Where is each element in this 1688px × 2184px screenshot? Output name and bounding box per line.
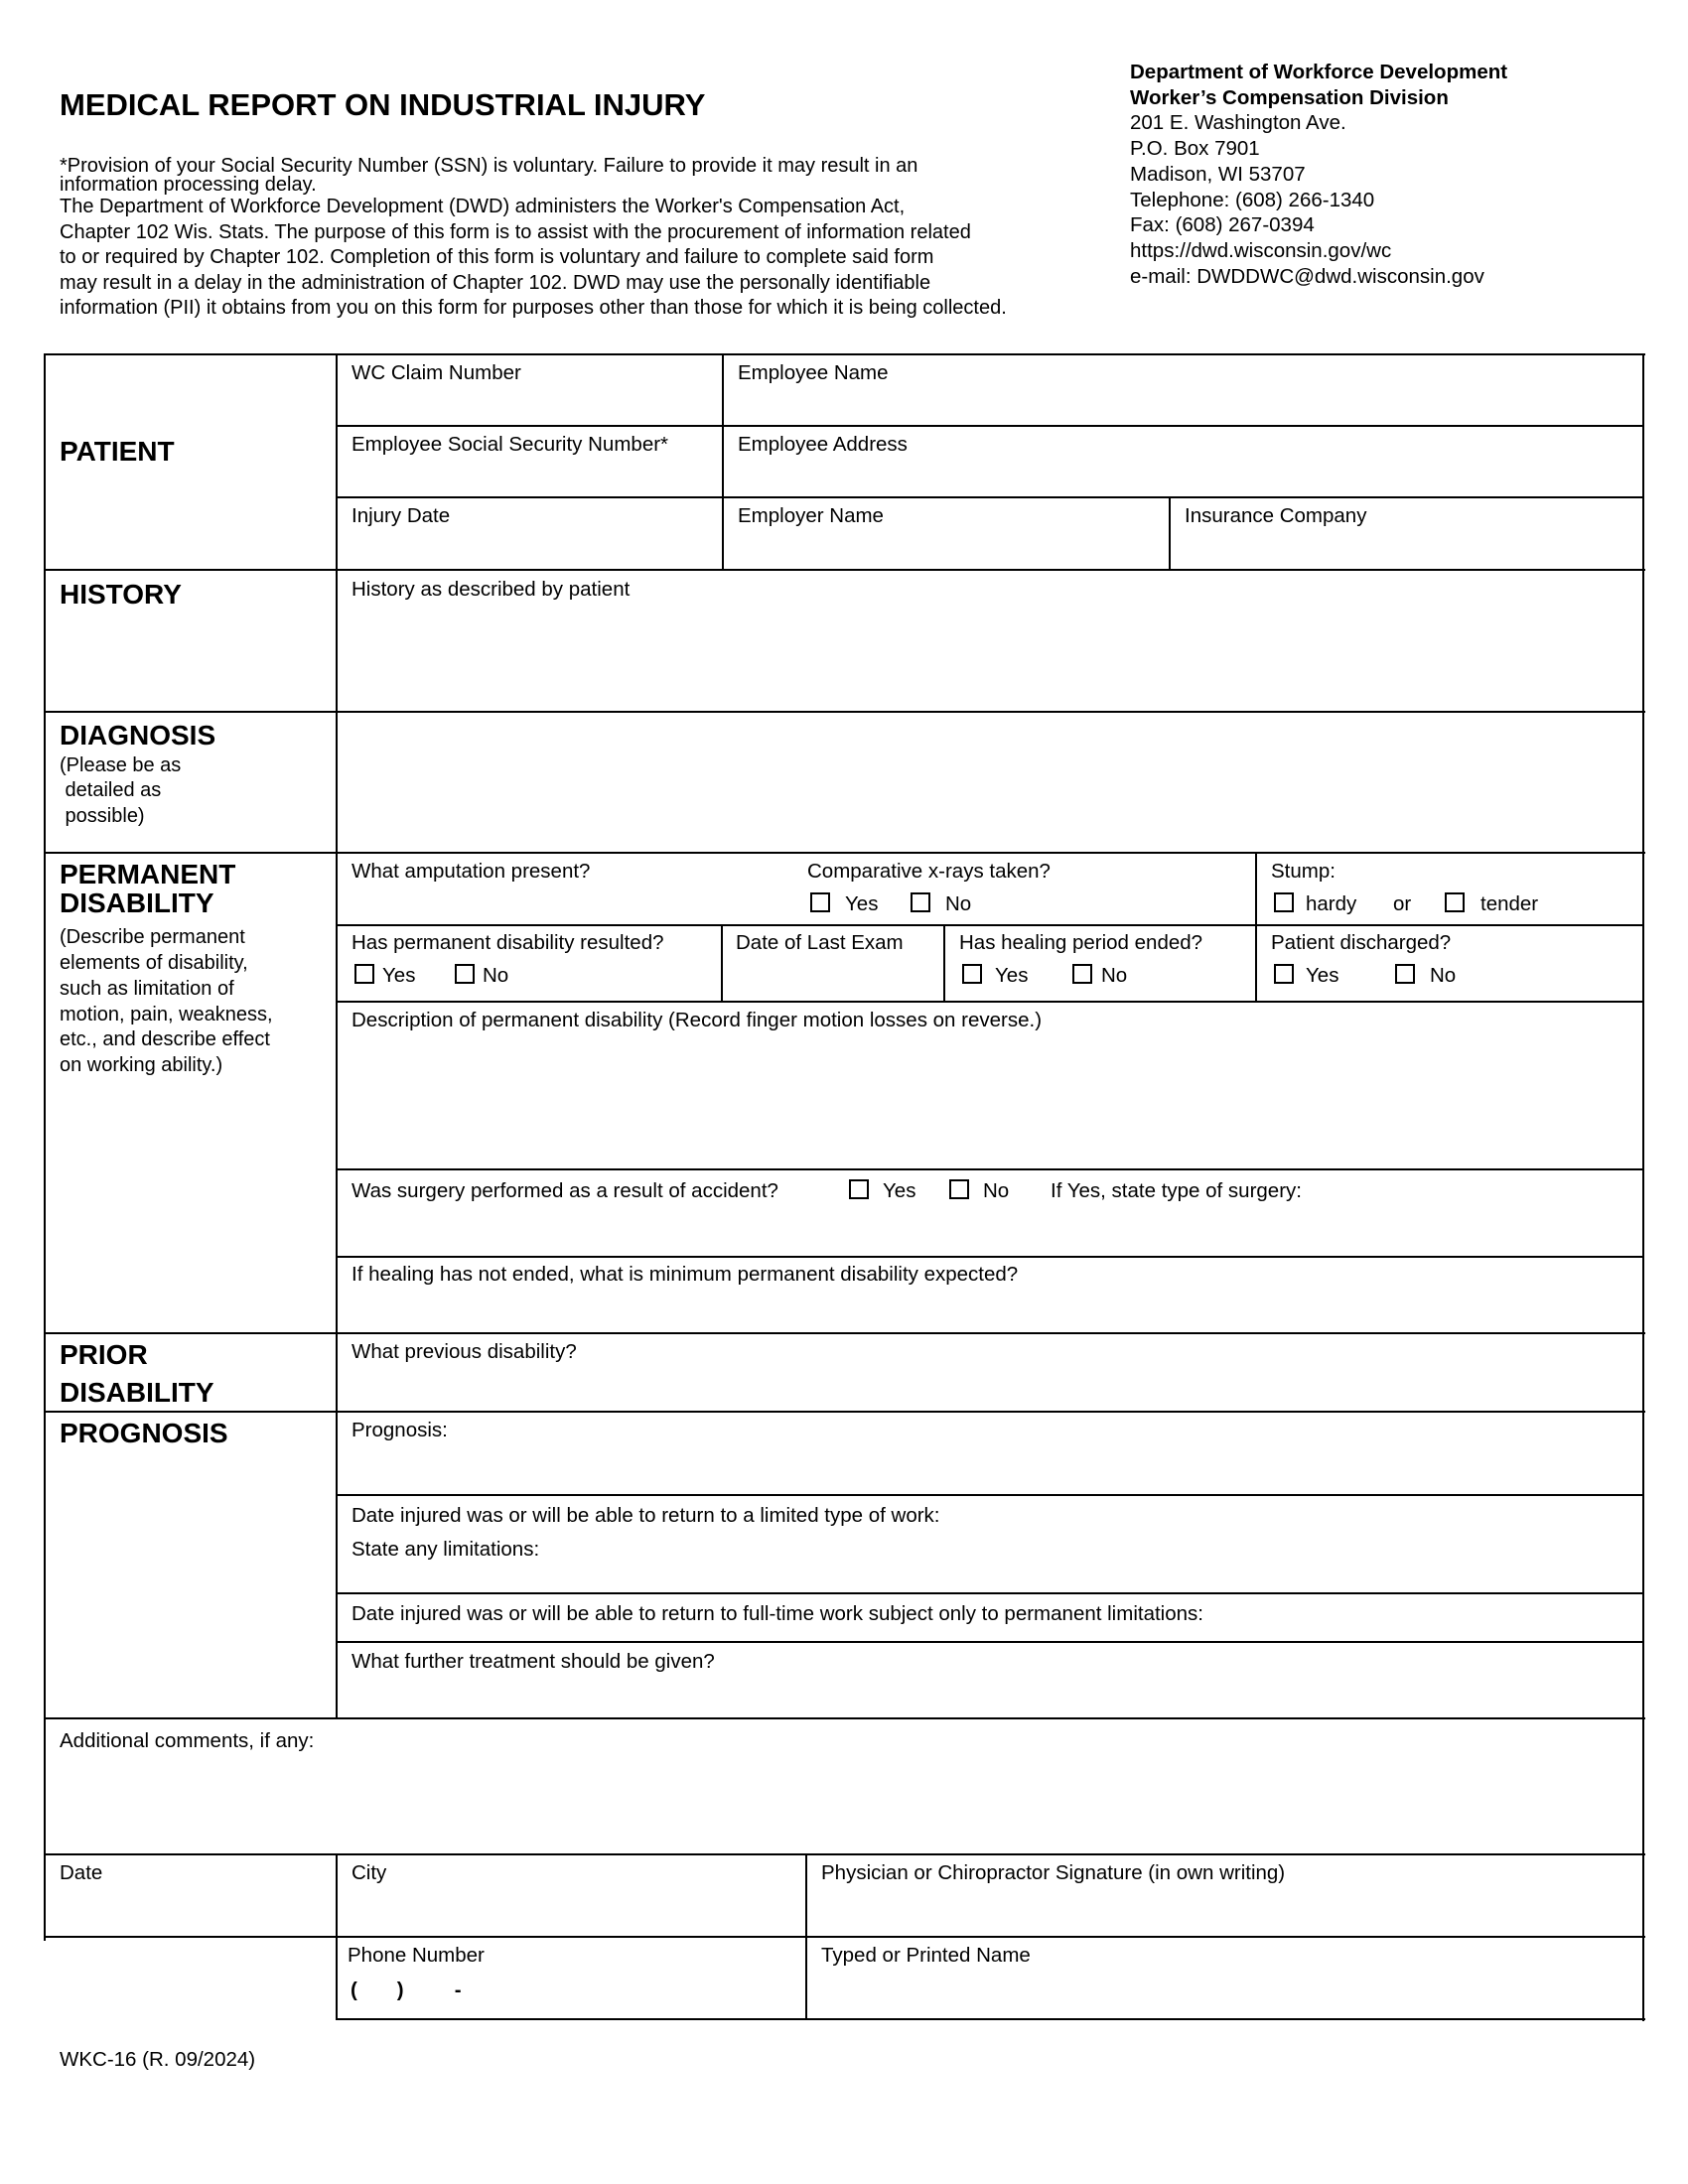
xrays-yes-label: Yes: [845, 892, 879, 915]
website-link[interactable]: https://dwd.wisconsin.gov/wc: [1130, 238, 1392, 262]
city-field[interactable]: City: [352, 1861, 387, 1884]
ssn-notice-line: information processing delay.: [60, 174, 317, 196]
city-state-zip: Madison, WI 53707: [1130, 162, 1306, 186]
po-box: P.O. Box 7901: [1130, 137, 1260, 161]
permanent-note: on working ability.): [60, 1054, 223, 1076]
injury-date-field[interactable]: Injury Date: [352, 504, 451, 527]
surgery-yes-checkbox[interactable]: [849, 1179, 869, 1199]
previous-disability-field[interactable]: What previous disability?: [352, 1340, 577, 1363]
diagnosis-note: possible): [60, 805, 145, 827]
dwd-notice-line: to or required by Chapter 102. Completion of this form is voluntary and failure to complete said form: [60, 246, 934, 268]
section-prior: PRIOR: [60, 1339, 148, 1370]
section-disability: DISABILITY: [60, 887, 214, 918]
employee-ssn-field[interactable]: Employee Social Security Number*: [352, 433, 669, 456]
history-field[interactable]: History as described by patient: [352, 578, 631, 601]
privacy-notice: [60, 157, 1132, 322]
permanent-note: motion, pain, weakness,: [60, 1004, 273, 1025]
xrays-yes-checkbox[interactable]: [810, 892, 830, 912]
healing-ended-yes-label: Yes: [995, 964, 1029, 987]
healing-ended-no-label: No: [1101, 964, 1128, 987]
section-diagnosis: DIAGNOSIS: [60, 720, 216, 751]
wc-claim-number-field[interactable]: WC Claim Number: [352, 361, 521, 384]
stump-hardy-label: hardy: [1306, 892, 1357, 915]
healing-ended-question: Has healing period ended?: [959, 931, 1203, 954]
perm-resulted-no-checkbox[interactable]: [455, 964, 475, 984]
section-patient: PATIENT: [60, 436, 175, 467]
surgery-no-label: No: [983, 1179, 1010, 1202]
dwd-notice-line: may result in a delay in the administration of Chapter 102. DWD may use the personally identifiable: [60, 271, 931, 294]
employer-name-field[interactable]: Employer Name: [738, 504, 884, 527]
phone-format: ( ) -: [351, 1979, 462, 2001]
discharged-no-label: No: [1430, 964, 1457, 987]
dwd-notice-line: The Department of Workforce Development (DWD) administers the Worker's Compensation Act,: [60, 196, 906, 217]
perm-resulted-yes-label: Yes: [382, 964, 416, 987]
section-prior-disability: DISABILITY: [60, 1377, 214, 1408]
section-permanent: PERMANENT: [60, 859, 236, 889]
address-line: 201 E. Washington Ave.: [1130, 111, 1346, 135]
form-id: WKC-16 (R. 09/2024): [60, 2048, 256, 2071]
perm-resulted-question: Has permanent disability resulted?: [352, 931, 664, 954]
perm-resulted-yes-checkbox[interactable]: [354, 964, 374, 984]
stump-or-label: or: [1393, 892, 1412, 915]
dwd-notice-line: information (PII) it obtains from you on this form for purposes other than those for which it is being collected.: [60, 297, 1007, 319]
fax: Fax: (608) 267-0394: [1130, 213, 1315, 237]
xrays-no-label: No: [945, 892, 972, 915]
prognosis-field[interactable]: Prognosis:: [352, 1419, 448, 1441]
limited-work-date-field[interactable]: Date injured was or will be able to return to a limited type of work:: [352, 1504, 940, 1527]
typed-name-field[interactable]: Typed or Printed Name: [821, 1944, 1031, 1967]
permanent-note: elements of disability,: [60, 952, 248, 974]
department-contact-block: [1130, 60, 1507, 289]
employee-address-field[interactable]: Employee Address: [738, 433, 908, 456]
telephone: Telephone: (608) 266-1340: [1130, 188, 1375, 211]
limitations-field[interactable]: State any limitations:: [352, 1538, 540, 1561]
section-history: HISTORY: [60, 579, 182, 610]
surgery-type-field[interactable]: If Yes, state type of surgery:: [1051, 1179, 1302, 1202]
xrays-question: Comparative x-rays taken?: [807, 860, 1051, 883]
stump-tender-checkbox[interactable]: [1445, 892, 1465, 912]
insurance-company-field[interactable]: Insurance Company: [1185, 504, 1367, 527]
diagnosis-note: (Please be as: [60, 754, 182, 776]
amputation-field[interactable]: What amputation present?: [352, 860, 591, 883]
healing-ended-no-checkbox[interactable]: [1072, 964, 1092, 984]
stump-tender-label: tender: [1480, 892, 1539, 915]
phone-number-field[interactable]: Phone Number: [348, 1944, 485, 1967]
stump-question: Stump:: [1271, 860, 1336, 883]
department-name: Department of Workforce Development: [1130, 61, 1508, 83]
permanent-note: etc., and describe effect: [60, 1028, 270, 1050]
email-link[interactable]: e-mail: DWDDWC@dwd.wisconsin.gov: [1130, 264, 1484, 288]
discharged-no-checkbox[interactable]: [1395, 964, 1415, 984]
additional-comments-field[interactable]: Additional comments, if any:: [60, 1729, 315, 1752]
surgery-question: Was surgery performed as a result of accident?: [352, 1179, 778, 1202]
section-prognosis: PROGNOSIS: [60, 1418, 228, 1448]
dwd-notice-line: Chapter 102 Wis. Stats. The purpose of this form is to assist with the procurement of information related: [60, 220, 971, 243]
stump-hardy-checkbox[interactable]: [1274, 892, 1294, 912]
form-title: MEDICAL REPORT ON INDUSTRIAL INJURY: [60, 87, 706, 122]
permanent-note: (Describe permanent: [60, 926, 245, 948]
diagnosis-note: detailed as: [60, 779, 162, 801]
healing-ended-yes-checkbox[interactable]: [962, 964, 982, 984]
xrays-no-checkbox[interactable]: [911, 892, 930, 912]
perm-resulted-no-label: No: [483, 964, 509, 987]
date-field[interactable]: Date: [60, 1861, 103, 1884]
discharged-yes-checkbox[interactable]: [1274, 964, 1294, 984]
signature-field[interactable]: Physician or Chiropractor Signature (in own writing): [821, 1861, 1286, 1884]
min-perm-disability-field[interactable]: If healing has not ended, what is minimum permanent disability expected?: [352, 1263, 1019, 1286]
division-name: Worker’s Compensation Division: [1130, 85, 1449, 109]
fulltime-work-date-field[interactable]: Date injured was or will be able to return to full-time work subject only to permanent limitations:: [352, 1602, 1203, 1625]
discharged-yes-label: Yes: [1306, 964, 1339, 987]
surgery-no-checkbox[interactable]: [949, 1179, 969, 1199]
last-exam-date-field[interactable]: Date of Last Exam: [736, 931, 904, 954]
permanent-note: such as limitation of: [60, 978, 234, 1000]
employee-name-field[interactable]: Employee Name: [738, 361, 889, 384]
surgery-yes-label: Yes: [883, 1179, 916, 1202]
further-treatment-field[interactable]: What further treatment should be given?: [352, 1650, 715, 1673]
perm-description-field[interactable]: Description of permanent disability (Record finger motion losses on reverse.): [352, 1009, 1043, 1031]
discharged-question: Patient discharged?: [1271, 931, 1452, 954]
ssn-notice-line: *Provision of your Social Security Number (SSN) is voluntary. Failure to provide it may result in an: [60, 155, 918, 177]
